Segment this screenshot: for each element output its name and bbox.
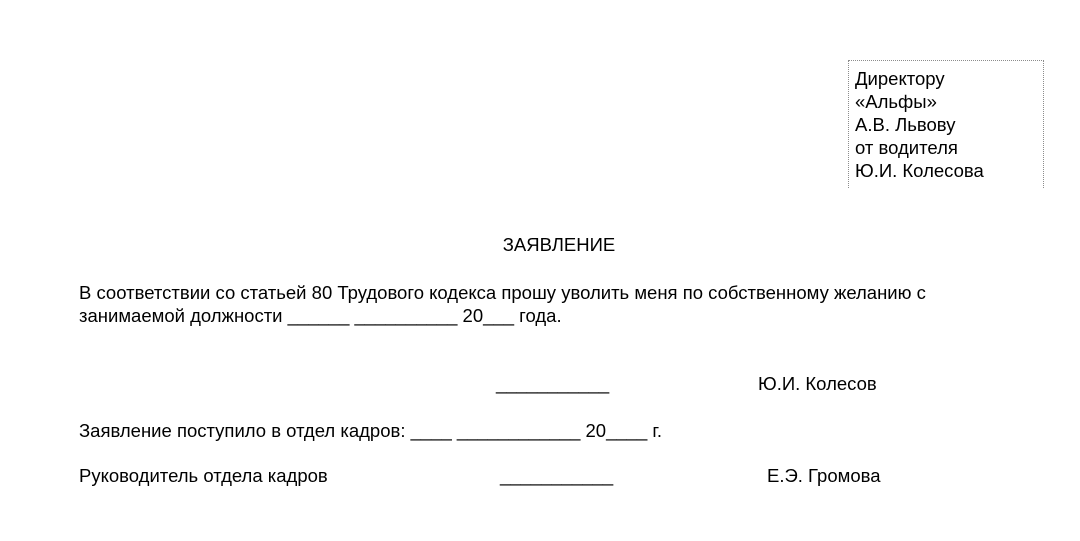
statement-line: В соответствии со статьей 80 Трудового кодекса прошу уволить меня по собственному желанию с [79,282,926,303]
statement-body [79,281,926,327]
document-title: ЗАЯВЛЕНИЕ [502,234,616,255]
hr-head-signature-blank: ___________ [500,465,614,486]
hr-received-line: Заявление поступило в отдел кадров: ____ ____________ 20____ г. [79,420,663,441]
applicant-signature-blank: ___________ [496,373,610,394]
addressee-line: «Альфы» [855,91,937,112]
applicant-name: Ю.И. Колесов [758,373,877,394]
addressee-line: Ю.И. Колесова [855,160,984,181]
addressee-line: А.В. Львову [855,114,956,135]
statement-line: занимаемой должности ______ __________ 20___ года. [79,305,562,326]
hr-head-name: Е.Э. Громова [767,465,881,486]
addressee-block [848,60,1044,188]
addressee-line: от водителя [855,137,958,158]
hr-head-label: Руководитель отдела кадров [79,465,328,486]
addressee-line: Директору [855,68,945,89]
